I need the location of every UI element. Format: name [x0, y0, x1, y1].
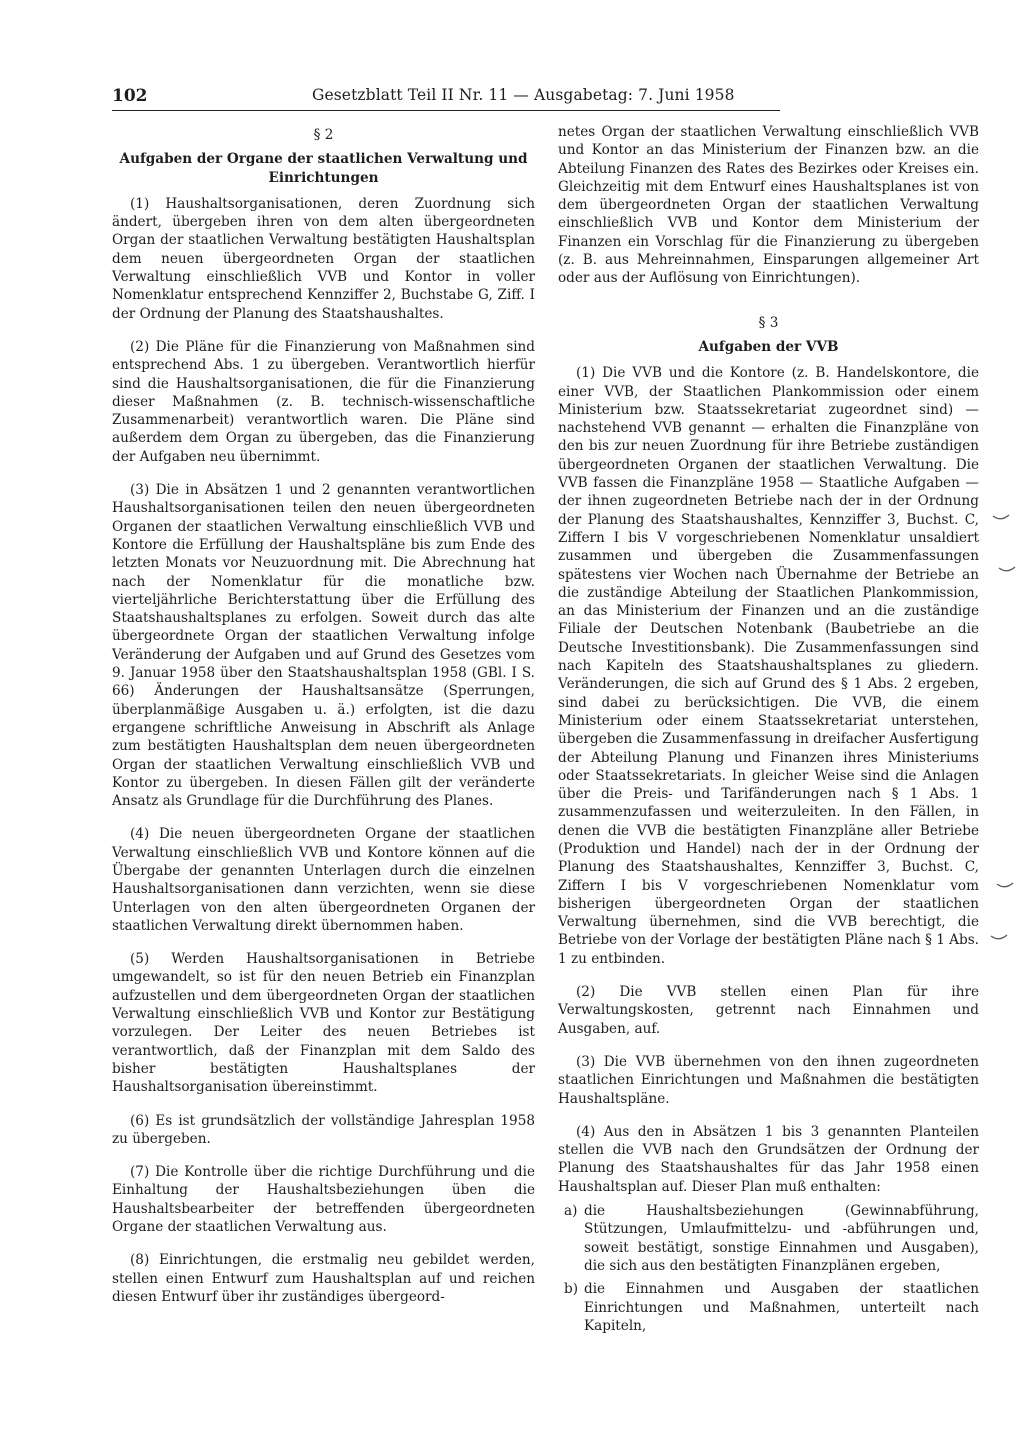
running-title: Gesetzblatt Teil II Nr. 11 — Ausgabetag: 7. Juni 1958: [312, 86, 735, 104]
list-item: [558, 1280, 979, 1335]
paragraph: (8) Einrichtungen, die erstmalig neu gebildet werden, stellen einen Entwurf zum Haushaltsplan auf und reichen diesen Entwurf über ihr zuständiges übergeord-: [112, 1252, 535, 1305]
paragraph: (3) Die VVB übernehmen von den ihnen zugeordneten staatlichen Einrichtungen und Maßnahmen die bestätigten Haushaltspläne.: [558, 1053, 979, 1107]
paragraph: (5) Werden Haushaltsorganisationen in Betriebe umgewandelt, so ist für den neuen Betrieb ein Finanzplan aufzustellen und dem übergeordneten Organ der staatlichen Verwaltung einschließlich VVB und Kontor zur Bestätigung vorzulegen. Der Leiter des neuen Betriebes ist verantwortlich, daß der Finanzplan mit dem Saldo des bisher bestätigten Haushaltsplanes der Haushaltsorganisation übereinstimmt.: [112, 951, 535, 1096]
margin-mark: [998, 566, 1016, 574]
list-item-text: die Haushaltsbeziehungen (Gewinnabführung, Stützungen, Umlaufmittelzu- und -abführungen und, soweit bestätigt, sonstige Einnahmen und Ausgaben), die sich aus den bestätigten Finanzplänen ergeben,: [584, 1203, 979, 1274]
section-title: Aufgaben der VVB: [698, 338, 839, 355]
margin-mark: [996, 882, 1014, 890]
continued-paragraph: netes Organ der staatlichen Verwaltung einschließlich VVB und Kontor an das Ministerium der Finanzen bzw. an die Abteilung Finanzen des Rates des Bezirkes oder Kreises ein. Gleichzeitig mit dem Entwurf eines Haushaltsplanes ist von dem übergeordneten Organ der staatlichen Verwaltung einschließlich VVB und Kontor dem Ministerium der Finanzen ein Vorschlag für die Finanzierung zu übergeben (z. B. aus Mehreinnahmen, Einsparungen allgemeiner Art oder aus der Auflösung von Einrichtungen).: [558, 124, 979, 287]
paragraph: (2) Die Pläne für die Finanzierung von Maßnahmen sind entsprechend Abs. 1 zu übergeben. Verantwortlich hierfür sind die Haushaltsorganisationen, die für die Finanzierung dieser Maßnahmen (z. B. technisch-wissenschaftliche Zusammenarbeit) verantwortlich waren. Die Pläne sind außerdem dem Organ zu übergeben, das die Finanzierung der Aufgaben neu übernimmt.: [112, 338, 535, 465]
section-title: Aufgaben der Organe der staatlichen Verwaltung und Einrichtungen: [119, 151, 528, 186]
paragraph: (1) Die VVB und die Kontore (z. B. Handelskontore, die einer VVB, der Staatlichen Plankommission oder einem Ministerium bzw. Staatssekretariat zugeordnet sind) — nachstehend VVB genannt — erhalten die Finanzpläne von den bis zur neuen Zuordnung für ihre Betriebe zuständigen übergeordneten Organen der staatlichen Verwaltung. Die VVB fassen die Finanzpläne 1958 — Staatliche Aufgaben — der ihnen zugeordneten Betriebe nach der in der Ordnung der Planung des Staatshaushaltes, Kennziffer 3, Buchst. C, Ziffern I bis V vorgeschriebenen Nomenklatur unsaldiert zusammen und übergeben die Zusammenfassungen spätestens vier Wochen nach Übernahme der Betriebe an die zuständige Abteilung der Staatlichen Plankommission, an das Ministerium der Finanzen und an die zuständige Filiale der Deutschen Notenbank (Baubetriebe an die Deutsche Investitionsbank). Die Zusammenfassungen sind nach Kapiteln des Staatshaushaltsplanes zu gliedern. Veränderungen, die sich auf Grund des § 1 Abs. 2 ergeben, sind dabei zu berücksichtigen. Die VVB, die einem Ministerium oder einem Staatssekretariat unterstehen, übergeben die Zusammenfassung in dreifacher Ausfertigung der Abteilung Planung und Finanzen ihres Ministeriums oder Staatssekretariats. In gleicher Weise sind die Anlagen über die Preis- und Tarifänderungen nach § 1 Abs. 1 zusammenzufassen und weiterzuleiten. In den Fällen, in denen die VVB die bestätigten Finanzpläne aller Betriebe (Produktion und Handel) nach der in der Ordnung der Planung des Staatshaushaltes, Kennziffer 3, Buchst. C, Ziffern I bis V vorgeschriebenen Nomenklatur vom bisherigen übergeordneten Organ der staatlichen Verwaltung übernehmen, sind die VVB berechtigt, die Betriebe von der Vorlage der bestätigten Pläne nach § 1 Abs. 1 zu entbinden.: [558, 365, 979, 967]
list-item: [558, 1202, 979, 1275]
running-header: [112, 84, 780, 111]
page-number: 102: [112, 86, 148, 106]
paragraph: (2) Die VVB stellen einen Plan für ihre Verwaltungskosten, getrennt nach Einnahmen und Ausgaben, auf.: [558, 984, 979, 1037]
left-column: [112, 126, 535, 1321]
paragraph: (3) Die in Absätzen 1 und 2 genannten verantwortlichen Haushaltsorganisationen teilen den neuen übergeordneten Organen der staatlichen Verwaltung einschließlich VVB und Kontore die Erfüllung der Haushaltspläne bis zum Ende des letzten Monats vor Neuzuordnung mit. Die Abrechnung hat nach der Nomenklatur für die monatliche bzw. vierteljährliche Berichterstattung über die Erfüllung des Staatshaushaltsplanes zu erfolgen. Soweit durch das alte übergeordnete Organ der staatlichen Verwaltung infolge Veränderung der Aufgaben und auf Grund des Gesetzes vom 9. Januar 1958 über den Staatshaushaltsplan 1958 (GBl. I S. 66) Änderungen der Haushaltsansätze (Sperrungen, überplanmäßige Ausgaben u. ä.) erfolgten, ist die dazu ergangene schriftliche Anweisung in Abschrift als Anlage zum bestätigten Haushaltsplan dem neuen übergeordneten Organ der staatlichen Verwaltung einschließlich VVB und Kontor zu übergeben. In diesen Fällen gilt der veränderte Ansatz als Grundlage für die Durchführung des Planes.: [112, 482, 535, 810]
right-column: [558, 123, 979, 1340]
paragraph: (1) Haushaltsorganisationen, deren Zuordnung sich ändert, übergeben ihren von dem alten übergeordneten Organ der staatlichen Verwaltung bestätigten Haushaltsplan dem neuen übergeordneten Organ der staatlichen Verwaltung einschließlich VVB und Kontor in voller Nomenklatur entsprechend Kennziffer 2, Buchstabe G, Ziff. I der Ordnung der Planung des Staatshaushaltes.: [112, 195, 535, 322]
paragraph: (4) Die neuen übergeordneten Organe der staatlichen Verwaltung einschließlich VVB und Kontore können auf die Übergabe der genannten Unterlagen durch die einzelnen Haushaltsorganisationen dann verzichten, wenn sie diese Unterlagen von den alten übergeordneten Organen der staatlichen Verwaltung direkt übernommen haben.: [112, 826, 535, 934]
paragraph: (6) Es ist grundsätzlich der vollständige Jahresplan 1958 zu übergeben.: [112, 1112, 535, 1147]
margin-mark: [992, 514, 1010, 522]
margin-mark: [990, 934, 1008, 942]
enumerated-list: [558, 1202, 979, 1335]
paragraph: (4) Aus den in Absätzen 1 bis 3 genannten Planteilen stellen die VVB nach den Grundsätzen der Ordnung der Planung des Staatshaushaltes für das Jahr 1958 einen Haushaltsplan auf. Dieser Plan muß enthalten:: [558, 1123, 979, 1195]
section-number: § 3: [758, 314, 779, 331]
section-number: § 2: [313, 127, 334, 143]
list-item-letter: b): [564, 1281, 579, 1298]
paragraph: (7) Die Kontrolle über die richtige Durchführung und die Einhaltung der Haushaltsbeziehungen üben die Haushaltsbearbeiter der betreffenden übergeordneten Organe der staatlichen Verwaltung aus.: [112, 1164, 535, 1236]
list-item-letter: a): [564, 1203, 578, 1220]
list-item-text: die Einnahmen und Ausgaben der staatlichen Einrichtungen und Maßnahmen, unterteilt nach Kapiteln,: [584, 1281, 979, 1334]
